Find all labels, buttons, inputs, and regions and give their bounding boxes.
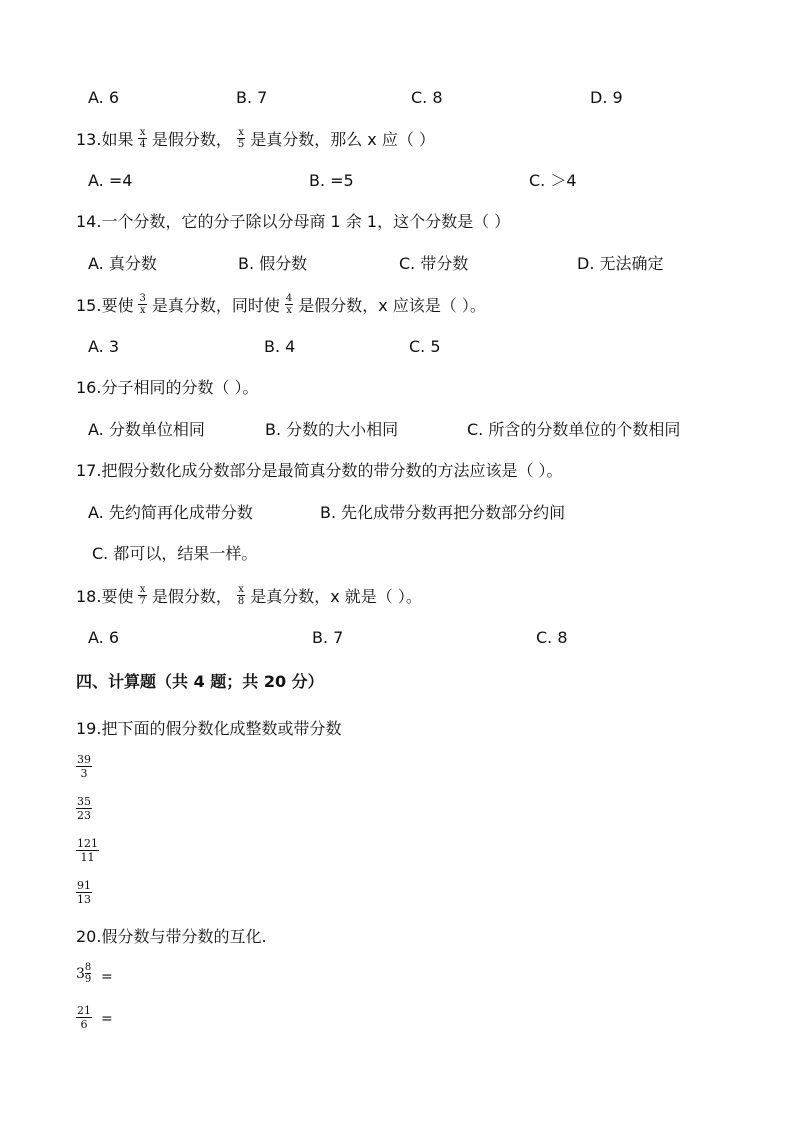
q13-mid-2: 是真分数，那么 x 应（ ） (250, 130, 435, 149)
q18-option-a: A. 6 (88, 628, 120, 647)
q20-mixed-number: 3 $\frac{8}{9}$ (76, 962, 92, 985)
q15-fraction-1: $\frac{3}{x}$ (139, 293, 146, 316)
q19-fraction-2: $\frac{35}{23}$ (77, 795, 91, 822)
q17-option-b: B. 先化成带分数再把分数部分约间 (320, 503, 566, 522)
q15-mid-1: 是真分数，同时使 (151, 296, 280, 315)
q12-option-a: A. 6 (88, 88, 120, 107)
q17-option-a: A. 先约简再化成带分数 (88, 503, 253, 522)
q16-option-a: A. 分数单位相同 (88, 420, 205, 439)
q18-option-c: C. 8 (536, 628, 568, 647)
question-20: 20.假分数与带分数的互化. (76, 927, 267, 946)
q15-mid-2: 是假分数，x 应该是（ ）。 (298, 296, 486, 315)
q20-equals-1: = (101, 969, 113, 985)
q18-prefix: 18.要使 (76, 587, 134, 606)
question-14: 14.一个分数，它的分子除以分母商 1 余 1，这个分数是（ ） (76, 212, 511, 231)
q15-option-c: C. 5 (409, 337, 441, 356)
q20-improper-fraction: $\frac{21}{6}$ (77, 1004, 91, 1031)
q18-mid-1: 是假分数， (151, 587, 232, 606)
q13-fraction-2: $\frac{x}{5}$ (237, 127, 245, 150)
question-18 (76, 586, 422, 609)
q15-fraction-2: $\frac{4}{x}$ (285, 293, 293, 316)
q20-equals-2: = (101, 1011, 113, 1027)
q12-option-b: B. 7 (236, 88, 268, 107)
q13-prefix: 13.如果 (76, 130, 134, 149)
question-15 (76, 295, 486, 318)
q18-mid-2: 是真分数，x 就是（ ）。 (250, 587, 422, 606)
question-16: 16.分子相同的分数（ ）。 (76, 378, 259, 397)
q13-option-b: B. =5 (309, 171, 354, 190)
q19-fraction-3: $\frac{121}{11}$ (77, 837, 98, 864)
q13-option-c: C. ＞4 (529, 171, 577, 190)
q14-option-d: D. 无法确定 (577, 254, 664, 273)
question-13 (76, 129, 435, 152)
q16-option-c: C. 所含的分数单位的个数相同 (467, 420, 681, 439)
q18-fraction-1: $\frac{x}{7}$ (139, 584, 146, 607)
section-title: 四、计算题（共 4 题；共 20 分） (76, 672, 324, 691)
q13-fraction-1: $\frac{x}{4}$ (139, 127, 146, 150)
q12-option-c: C. 8 (411, 88, 443, 107)
q17-option-c: C. 都可以，结果一样。 (92, 544, 258, 563)
q12-option-d: D. 9 (590, 88, 623, 107)
q14-option-c: C. 带分数 (399, 254, 469, 273)
q15-option-a: A. 3 (88, 337, 120, 356)
q13-mid-1: 是假分数， (151, 130, 232, 149)
q14-option-b: B. 假分数 (238, 254, 308, 273)
q19-fraction-4: $\frac{91}{13}$ (77, 879, 91, 906)
q14-option-a: A. 真分数 (88, 254, 157, 273)
q19-fraction-1: $\frac{39}{3}$ (77, 753, 91, 780)
q15-option-b: B. 4 (264, 337, 296, 356)
q15-prefix: 15.要使 (76, 296, 134, 315)
q13-option-a: A. =4 (88, 171, 133, 190)
question-17: 17.把假分数化成分数部分是最简真分数的带分数的方法应该是（ ）。 (76, 461, 563, 480)
question-19: 19.把下面的假分数化成整数或带分数 (76, 719, 342, 738)
q18-option-b: B. 7 (312, 628, 344, 647)
q16-option-b: B. 分数的大小相同 (265, 420, 399, 439)
q18-fraction-2: $\frac{x}{8}$ (237, 584, 245, 607)
